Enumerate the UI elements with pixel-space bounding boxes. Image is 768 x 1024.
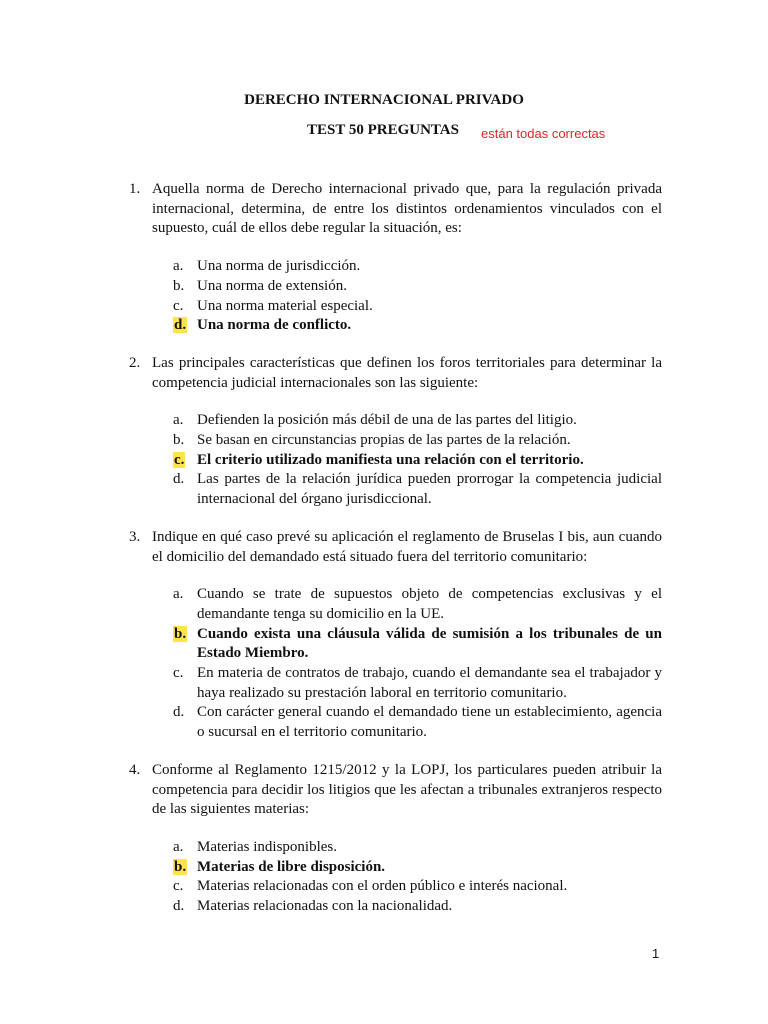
option-a	[152, 257, 662, 277]
option-letter: b.	[174, 858, 187, 875]
option-d	[152, 470, 662, 509]
question-number: 1.	[129, 181, 141, 197]
question-text: Conforme al Reglamento 1215/2012 y la LOPJ, los particulares pueden atribuir la competencia para decidir los litigios que les afectan a tribunales extranjeros respecto de las siguientes materias:	[152, 761, 662, 818]
option-text: Una norma de conflicto.	[197, 317, 352, 334]
page-number: 1	[652, 946, 660, 961]
question-number: 3.	[129, 528, 141, 545]
option-letter: b.	[173, 277, 185, 294]
option-letter: d.	[173, 898, 185, 915]
option-b	[152, 625, 662, 664]
question-body	[152, 528, 662, 743]
option-d	[152, 316, 662, 336]
question-number: 2.	[129, 354, 141, 371]
option-letter: b.	[174, 625, 187, 642]
option-a	[152, 838, 662, 858]
question-3	[129, 528, 662, 743]
option-text: Materias indisponibles.	[197, 838, 337, 855]
option-letter: c.	[173, 297, 184, 314]
option-text: Las partes de la relación jurídica pueden prorrogar la competencia judicial internacional del órgano jurisdiccional.	[197, 471, 662, 508]
question-body	[152, 354, 662, 510]
option-d	[152, 703, 662, 742]
option-text: Materias relacionadas con el orden público e interés nacional.	[197, 878, 568, 895]
handwritten-annotation: están todas correctas	[481, 126, 606, 141]
option-a	[152, 585, 662, 624]
option-letter: b.	[173, 432, 185, 449]
option-text: Una norma de extensión.	[197, 277, 347, 294]
question-1	[129, 180, 662, 336]
option-text: Una norma de jurisdicción.	[197, 258, 361, 275]
option-letter: c.	[173, 878, 184, 895]
option-text: Una norma material especial.	[197, 297, 373, 314]
option-letter: d.	[173, 704, 185, 721]
option-letter: d.	[174, 317, 187, 334]
option-c	[152, 451, 662, 471]
option-text: El criterio utilizado manifiesta una relación con el territorio.	[197, 451, 584, 468]
question-body	[152, 180, 662, 336]
option-letter: d.	[173, 471, 185, 488]
option-letter: a.	[173, 586, 184, 603]
question-text: Aquella norma de Derecho internacional privado que, para la regulación privada internacional, determina, de entre los distintos ordenamientos vinculados con el supuesto, cuál de ellos debe regular la situación, es:	[152, 181, 662, 237]
document-title: DERECHO INTERNACIONAL PRIVADO	[244, 92, 524, 108]
option-text: En materia de contratos de trabajo, cuando el demandante sea el trabajador y haya realizado su prestación laboral en territorio comunitario.	[197, 665, 662, 701]
question-text: Indique en qué caso prevé su aplicación el reglamento de Bruselas I bis, aun cuando el domicilio del demandado está situado fuera del territorio comunitario:	[152, 528, 662, 565]
option-text: Defienden la posición más débil de una de las partes del litigio.	[197, 412, 577, 429]
question-list	[129, 180, 662, 935]
question-text: Las principales características que definen los foros territoriales para determinar la competencia judicial internacionales son las siguiente:	[152, 354, 662, 391]
option-text: Cuando se trate de supuestos objeto de competencias exclusivas y el demandante tenga su domicilio en la UE.	[197, 586, 662, 622]
option-letter: c.	[174, 451, 185, 468]
option-d	[152, 897, 662, 917]
option-b	[152, 858, 662, 878]
option-letter: a.	[173, 838, 184, 855]
document-subtitle: TEST 50 PREGUNTAS	[307, 122, 459, 138]
option-text: Materias relacionadas con la nacionalidad.	[197, 898, 453, 915]
option-c	[152, 664, 662, 703]
option-letter: a.	[173, 258, 184, 275]
option-text: Materias de libre disposición.	[197, 858, 386, 875]
option-text: Se basan en circunstancias propias de las partes de la relación.	[197, 432, 571, 449]
question-2	[129, 354, 662, 510]
option-text: Con carácter general cuando el demandado tiene un establecimiento, agencia o sucursal en el territorio comunitario.	[197, 704, 662, 741]
option-b	[152, 431, 662, 451]
option-letter: c.	[173, 665, 184, 682]
question-body	[152, 761, 662, 917]
option-text: Cuando exista una cláusula válida de sumisión a los tribunales de un Estado Miembro.	[197, 625, 662, 662]
option-letter: a.	[173, 412, 184, 429]
option-c	[152, 297, 662, 317]
question-number: 4.	[129, 761, 141, 778]
question-4	[129, 761, 662, 917]
option-c	[152, 877, 662, 897]
option-a	[152, 411, 662, 431]
option-b	[152, 277, 662, 297]
